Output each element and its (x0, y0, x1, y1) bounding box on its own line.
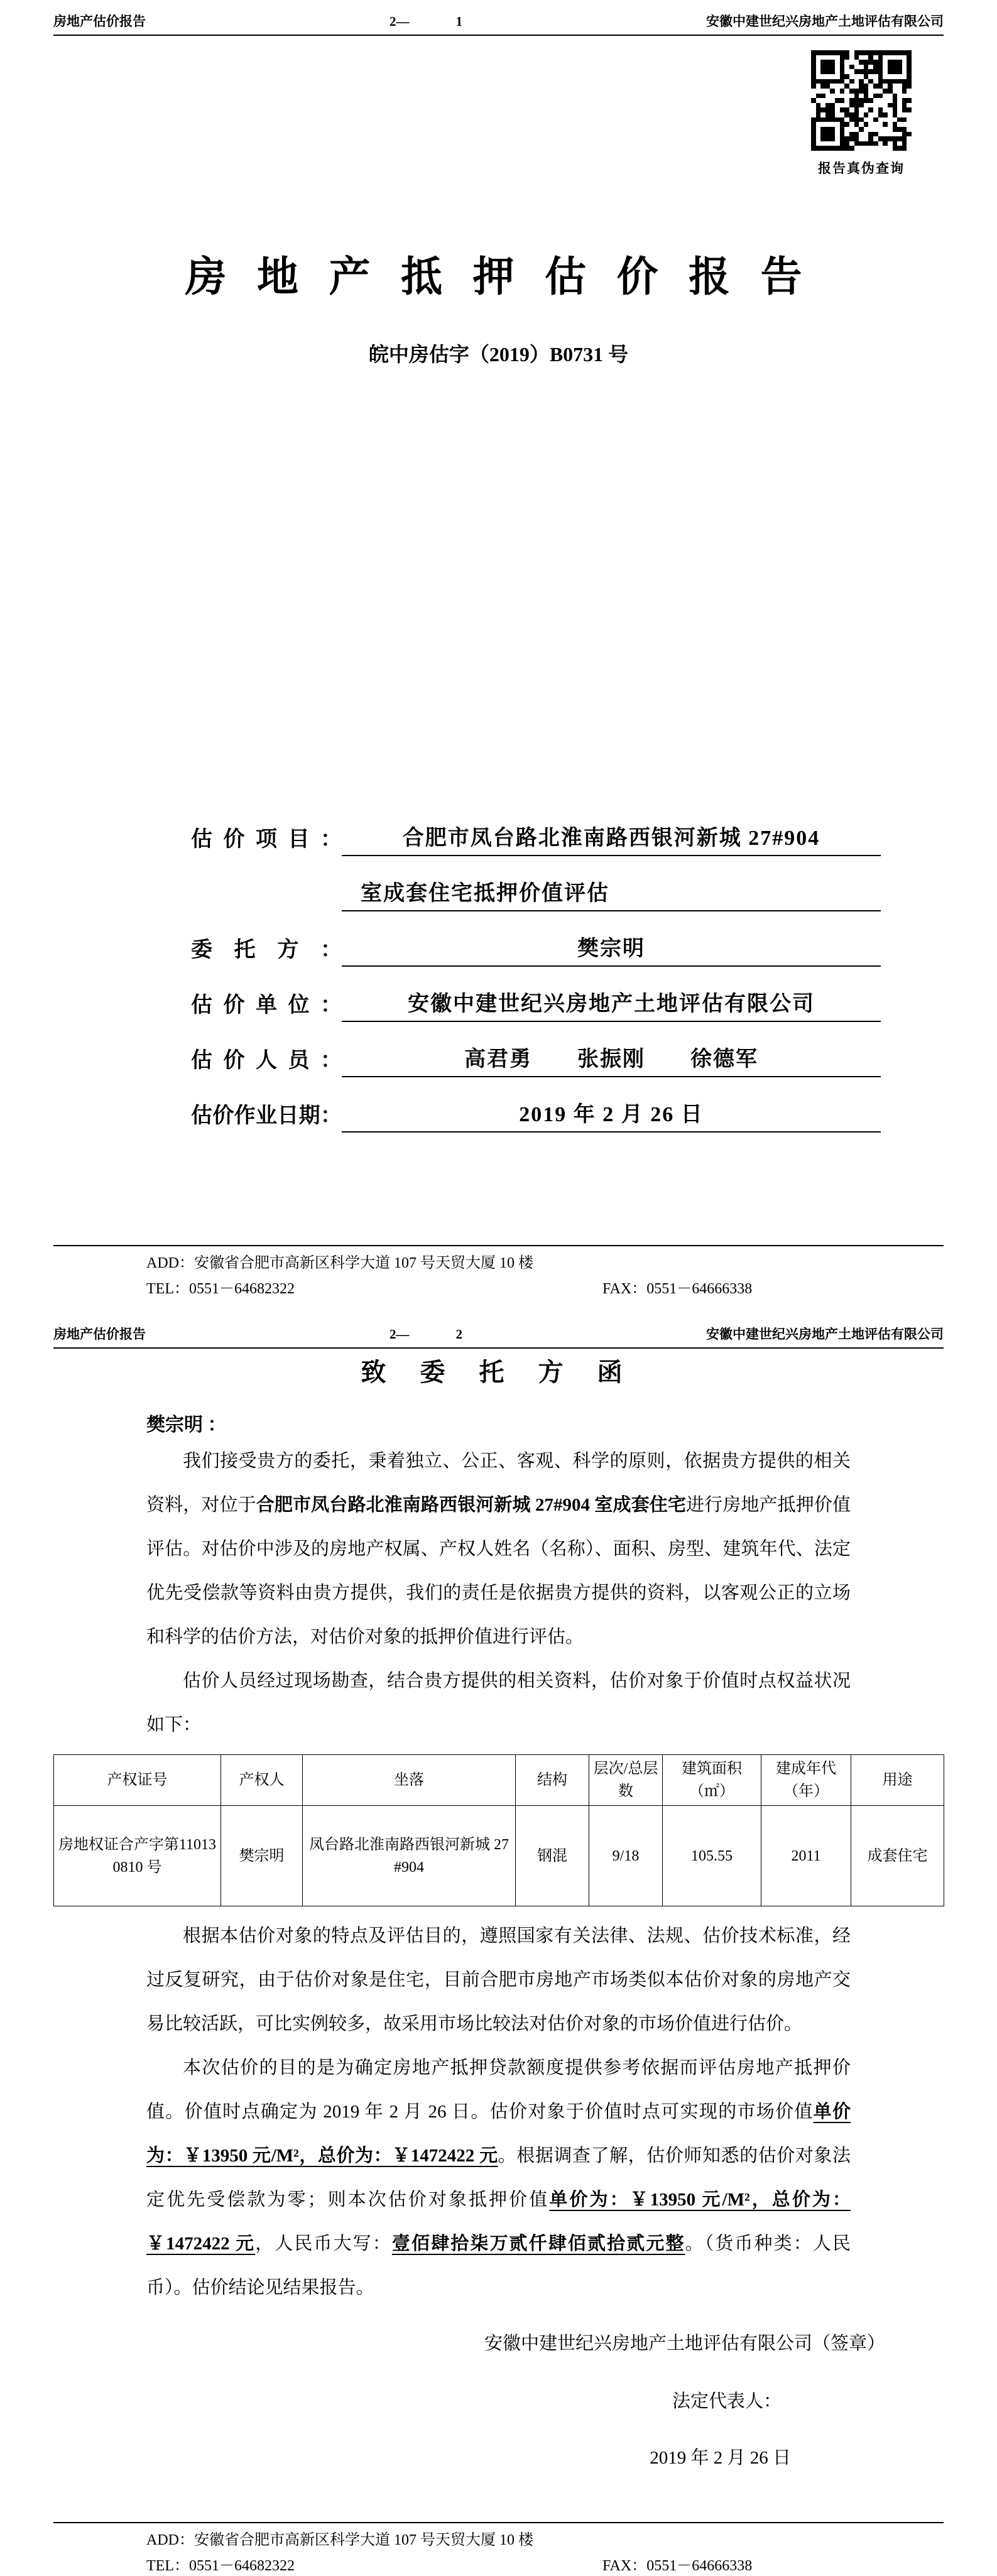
col-header-area: 建筑面积（㎡） (663, 1755, 761, 1806)
cell-year: 2011 (761, 1806, 851, 1906)
cell-location: 凤台路北淮南路西银河新城 27#904 (303, 1806, 516, 1906)
footer-contacts (146, 2557, 944, 2576)
field-value-agency: 安徽中建世纪兴房地产土地评估有限公司 (342, 986, 881, 1022)
page-2 (0, 1313, 997, 2575)
letter-paragraph-2: 估价人员经过现场勘查，结合贵方提供的相关资料，估价对象于价值时点权益状况如下： (146, 1671, 851, 1736)
field-value-client: 樊宗明 (342, 931, 881, 967)
page-footer (53, 2522, 944, 2576)
field-staff (191, 1022, 881, 1077)
cell-use: 成套住宅 (851, 1806, 944, 1906)
field-project-line2 (191, 856, 881, 911)
page-header (53, 1313, 944, 1349)
col-header-owner: 产权人 (221, 1755, 303, 1806)
letter-title: 致 委 托 方 函 (361, 1358, 636, 1387)
p4-mortgage-total-price: ￥1472422 元 (146, 2234, 256, 2254)
field-value-project-line2: 室成套住宅抵押价值评估 (342, 876, 881, 911)
letter-paragraph-1 (146, 1439, 851, 1659)
field-client (191, 911, 881, 967)
footer-fax: FAX：0551－64666338 (602, 1280, 753, 1297)
col-header-use: 用途 (851, 1755, 944, 1806)
col-header-floor: 层次/总层数 (589, 1755, 663, 1806)
p4-segment-c: 。根据调查了解，估价师知悉的估价对象法定优先受偿款为零；则本次估价对象抵押价值 (146, 2146, 851, 2210)
p1-segment-a: 我们接受贵方的委托，秉着独立、公正、客观、科学的原则，依据贵方提供的相关资料，对位于 (146, 1451, 851, 1516)
field-label-agency: 估价单位： (191, 994, 342, 1018)
footer-address: ADD：安徽省合肥市高新区科学大道 107 号天贸大厦 10 楼 (146, 2532, 533, 2548)
header-doc-title: 房地产估价报告 (53, 14, 146, 29)
col-header-certificate: 产权证号 (54, 1755, 221, 1806)
field-label-date: 估价作业日期： (191, 1104, 342, 1128)
field-label-client: 委托方： (191, 938, 342, 962)
header-page-current: 1 (455, 14, 462, 29)
valuation-table (53, 1754, 944, 1906)
header-page-prefix: 2— (390, 14, 410, 29)
field-value-date: 2019 年 2 月 26 日 (342, 1097, 881, 1133)
letter-body-top (146, 1411, 851, 1747)
salutation: 樊宗明 ： (146, 1415, 227, 1436)
field-value-staff: 高君勇 张振刚 徐德军 (342, 1041, 881, 1077)
header-company: 安徽中建世纪兴房地产土地评估有限公司 (706, 14, 944, 29)
p4-market-value: 单价为：￥13950 元/M²，总价为：￥1472422 元 (146, 2102, 851, 2166)
qr-caption: 报告真伪查询 (818, 161, 905, 176)
field-project (191, 801, 881, 856)
field-agency (191, 967, 881, 1022)
p4-segment-a: 本次估价的目的是为确定房地产抵押贷款额度提供参考依据而评估房地产抵押价值。价值时点确定为 2019 年 2 月 26 日。估价对象于价值时点可实现的市场价值 (146, 2058, 851, 2122)
footer-address: ADD：安徽省合肥市高新区科学大道 107 号天贸大厦 10 楼 (146, 1254, 533, 1271)
table-row (54, 1806, 944, 1906)
header-page-current: 2 (455, 1327, 462, 1342)
letter-paragraph-3: 根据本估价对象的特点及评估目的，遵照国家有关法律、法规、估价技术标准，经过反复研究，由于估价对象是住宅，目前合肥市房地产市场类似本估价对象的房地产交易比较活跃，可比实例较多，故采用市场比较法对估价对象的市场价值进行估价。 (146, 1926, 851, 2035)
letter-closing-block (146, 2330, 885, 2472)
report-title: 房 地 产 抵 押 估 价 报 告 (185, 254, 812, 301)
header-doc-title: 房地产估价报告 (53, 1327, 146, 1342)
col-header-year: 建成年代（年） (761, 1755, 851, 1806)
legal-representative: 法定代表人： (672, 2391, 782, 2412)
col-header-location: 坐落 (303, 1755, 516, 1806)
cell-owner: 樊宗明 (221, 1806, 303, 1906)
page-footer (53, 1245, 944, 1299)
signature-date: 2019 年 2 月 26 日 (650, 2448, 791, 2469)
header-page-number (390, 1327, 462, 1342)
p4-amount-in-words: 壹佰肆拾柒万贰仟肆佰贰拾贰元整 (391, 2234, 685, 2254)
cell-floor: 9/18 (589, 1806, 663, 1906)
footer-contacts (146, 1280, 944, 1299)
field-label-project: 估价项目： (191, 828, 342, 852)
company-signature: 安徽中建世纪兴房地产土地评估有限公司（签章） (484, 2334, 885, 2354)
table-header-row (54, 1755, 944, 1806)
field-label-staff: 估价人员： (191, 1049, 342, 1073)
p4-segment-h: 。（货币种类：人民币）。估价结论见结果报告。 (146, 2234, 851, 2298)
page-header (53, 0, 944, 36)
cover-fields (191, 801, 881, 1133)
qr-code (811, 50, 912, 151)
header-page-number (390, 14, 462, 30)
letter-paragraph-4 (146, 2046, 851, 2310)
header-page-prefix: 2— (390, 1327, 410, 1342)
p1-segment-c: 进行房地产抵押价值评估。对估价中涉及的房地产权属、产权人姓名（名称）、面积、房型、建筑年代、法定优先受偿款等资料由贵方提供，我们的责任是依据贵方提供的资料，以客观公正的立场和科学的估价方法，对估价对象的抵押价值进行评估。 (146, 1495, 851, 1648)
field-value-project-line1: 合肥市凤台路北淮南路西银河新城 27#904 (342, 820, 881, 856)
cell-area: 105.55 (663, 1806, 761, 1906)
footer-tel: TEL：0551－64682322 (146, 1280, 295, 1297)
footer-fax: FAX：0551－64666338 (602, 2558, 753, 2575)
col-header-structure: 结构 (516, 1755, 589, 1806)
p4-mortgage-unit-price: 单价为：￥13950 元/M²，总价为： (549, 2190, 851, 2210)
p1-segment-property: 合肥市凤台路北淮南路西银河新城 27#904 室成套住宅 (256, 1495, 686, 1516)
qr-block (806, 50, 917, 177)
p4-segment-f: ，人民币大写： (255, 2234, 392, 2254)
header-company: 安徽中建世纪兴房地产土地评估有限公司 (706, 1327, 944, 1342)
report-number: 皖中房估字（2019）B0731 号 (368, 343, 629, 366)
cell-structure: 钢混 (516, 1806, 589, 1906)
cell-certificate: 房地权证合产字第110130810 号 (54, 1806, 221, 1906)
field-date (191, 1077, 881, 1133)
footer-tel: TEL：0551－64682322 (146, 2558, 295, 2575)
letter-body-bottom (146, 1914, 851, 2310)
